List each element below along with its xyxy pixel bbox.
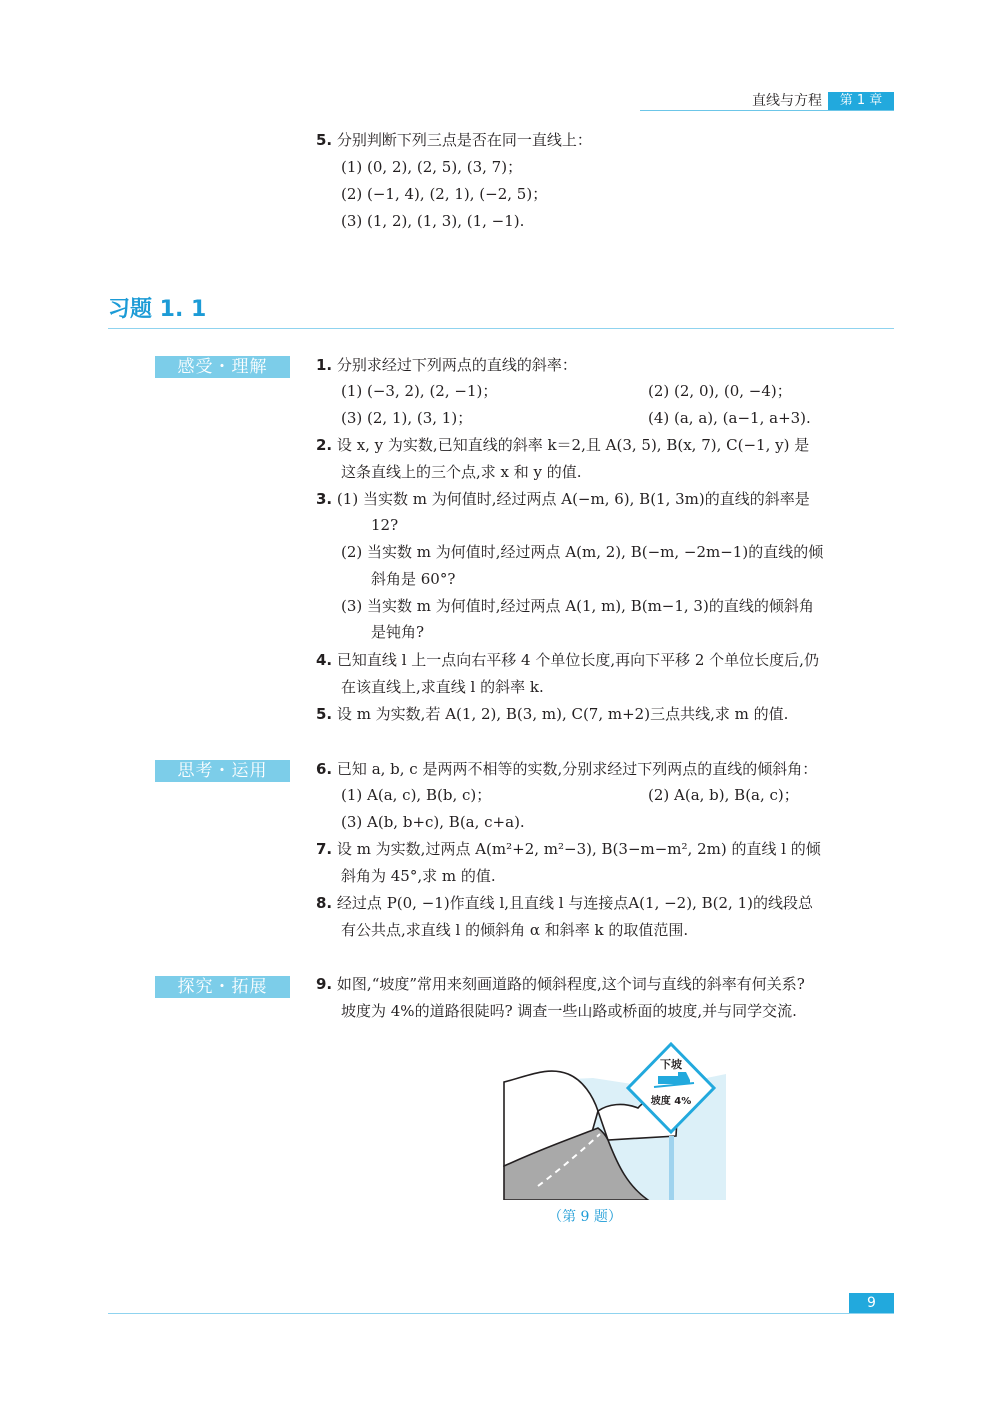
problem-text-cont: 在该直线上,求直线 l 的斜率 k. bbox=[341, 678, 544, 696]
problem-text-cont: 是钝角? bbox=[371, 623, 425, 641]
tag-understanding: 感受・理解 bbox=[155, 356, 290, 378]
problem-text: (1) 当实数 m 为何值时,经过两点 A(−m, 6), B(1, 3m)的直线的斜率是 bbox=[336, 490, 810, 508]
problem-text-cont: 斜角为 45°,求 m 的值. bbox=[341, 867, 496, 885]
exercise-6-item: (3) A(b, b+c), B(a, c+a). bbox=[341, 813, 525, 831]
exercise-1-item: (2) (2, 0), (0, −4)； bbox=[648, 382, 792, 400]
top-problem-item: (1) (0, 2), (2, 5), (3, 7)； bbox=[341, 158, 523, 176]
problem-text-cont: 有公共点,求直线 l 的倾斜角 α 和斜率 k 的取值范围. bbox=[341, 921, 689, 939]
exercise-6-item: (1) A(a, c), B(b, c)； bbox=[341, 786, 492, 804]
problem-text: 分别求经过下列两点的直线的斜率： bbox=[336, 356, 577, 374]
top-problem-item: (2) (−1, 4), (2, 1), (−2, 5)； bbox=[341, 185, 548, 203]
exercise-4 bbox=[316, 650, 819, 670]
section-title: 习题 1. 1 bbox=[108, 297, 207, 322]
exercise-1-item: (1) (−3, 2), (2, −1)； bbox=[341, 382, 498, 400]
exercise-1 bbox=[316, 355, 577, 375]
problem-text: 设 x, y 为实数,已知直线的斜率 k＝2,且 A(3, 5), B(x, 7), C(−1, y) 是 bbox=[336, 436, 810, 454]
exercise-9 bbox=[316, 974, 805, 994]
footer-rule bbox=[108, 1313, 894, 1314]
problem-number: 4. bbox=[316, 651, 333, 669]
chapter-badge: 第 1 章 bbox=[828, 92, 894, 110]
exercise-2 bbox=[316, 435, 809, 455]
running-header-title: 直线与方程 bbox=[752, 93, 822, 109]
sign-top-text: 下坡 bbox=[660, 1058, 682, 1071]
problem-text-cont: 坡度为 4%的道路很陡吗? 调查一些山路或桥面的坡度,并与同学交流. bbox=[341, 1002, 797, 1020]
header-rule bbox=[640, 110, 894, 111]
problem-number: 6. bbox=[316, 760, 333, 778]
problem-number: 5. bbox=[316, 705, 333, 723]
exercise-3-part: (2) 当实数 m 为何值时,经过两点 A(m, 2), B(−m, −2m−1)的直线的倾 bbox=[341, 543, 824, 561]
road-slope-illustration bbox=[498, 1036, 728, 1200]
tag-thinking-applying: 思考・运用 bbox=[155, 760, 290, 782]
problem-number: 7. bbox=[316, 840, 333, 858]
problem-number: 1. bbox=[316, 356, 333, 374]
exercise-6-item: (2) A(a, b), B(a, c)； bbox=[648, 786, 799, 804]
exercise-1-item: (4) (a, a), (a−1, a+3). bbox=[648, 409, 811, 427]
exercise-3-part: (3) 当实数 m 为何值时,经过两点 A(1, m), B(m−1, 3)的直线的倾斜角 bbox=[341, 597, 814, 615]
problem-text: 已知 a, b, c 是两两不相等的实数,分别求经过下列两点的直线的倾斜角： bbox=[336, 760, 818, 778]
problem-number: 2. bbox=[316, 436, 333, 454]
exercise-6 bbox=[316, 759, 817, 779]
problem-text: 经过点 P(0, −1)作直线 l,且直线 l 与连接点A(1, −2), B(2, 1)的线段总 bbox=[336, 894, 813, 912]
exercise-1-item: (3) (2, 1), (3, 1)； bbox=[341, 409, 473, 427]
section-rule bbox=[108, 328, 894, 329]
problem-number: 5. bbox=[316, 131, 333, 149]
exercise-8 bbox=[316, 893, 813, 913]
problem-text-cont: 这条直线上的三个点,求 x 和 y 的值. bbox=[341, 463, 582, 481]
problem-number: 3. bbox=[316, 490, 333, 508]
exercise-5 bbox=[316, 704, 788, 724]
problem-text: 已知直线 l 上一点向右平移 4 个单位长度,再向下平移 2 个单位长度后,仍 bbox=[336, 651, 819, 669]
exercise-3 bbox=[316, 489, 810, 509]
figure-caption: （第 9 题） bbox=[548, 1209, 622, 1225]
problem-text: 如图,“坡度”常用来刻画道路的倾斜程度,这个词与直线的斜率有何关系? bbox=[336, 975, 805, 993]
sign-post bbox=[669, 1136, 674, 1200]
problem-text: 设 m 为实数,过两点 A(m²+2, m²−3), B(3−m−m², 2m) 的直线 l 的倾 bbox=[336, 840, 821, 858]
problem-text-cont: 12? bbox=[371, 516, 399, 534]
exercise-7 bbox=[316, 839, 821, 859]
problem-text-cont: 斜角是 60°? bbox=[371, 570, 456, 588]
problem-text: 分别判断下列三点是否在同一直线上： bbox=[336, 131, 592, 149]
top-problem-item: (3) (1, 2), (1, 3), (1, −1). bbox=[341, 212, 525, 230]
sign-bottom-text: 坡度 4% bbox=[650, 1096, 692, 1107]
top-problem-5 bbox=[316, 130, 592, 150]
problem-number: 8. bbox=[316, 894, 333, 912]
problem-number: 9. bbox=[316, 975, 333, 993]
tag-exploring-extending: 探究・拓展 bbox=[155, 976, 290, 998]
problem-text: 设 m 为实数,若 A(1, 2), B(3, m), C(7, m+2)三点共线,求 m 的值. bbox=[336, 705, 789, 723]
page-number: 9 bbox=[849, 1293, 894, 1314]
